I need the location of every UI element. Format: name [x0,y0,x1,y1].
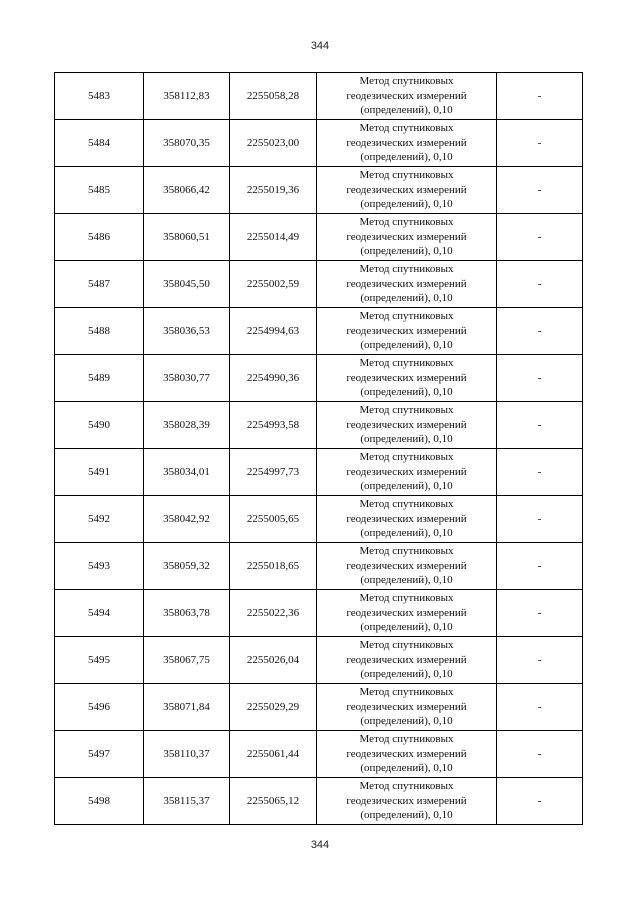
y-coordinate-cell: 2255058,28 [230,73,317,120]
method-cell [317,402,497,449]
method-cell [317,778,497,825]
y-coordinate-cell: 2255005,65 [230,496,317,543]
method-line: Метод спутниковых [359,310,454,323]
y-coordinate-cell: 2254993,58 [230,402,317,449]
method-line: Метод спутниковых [359,216,454,229]
point-number-cell: 5490 [55,402,144,449]
method-line: (определений), 0,10 [360,621,453,634]
table-row [55,496,583,543]
table-row [55,167,583,214]
x-coordinate-cell: 358034,01 [144,449,230,496]
method-line: Метод спутниковых [359,404,454,417]
table-row [55,684,583,731]
y-coordinate-cell: 2255022,36 [230,590,317,637]
note-cell: - [497,449,583,496]
method-cell [317,449,497,496]
y-coordinate-cell: 2255026,04 [230,637,317,684]
method-line: геодезических измерений [346,747,467,760]
method-line: (определений), 0,10 [360,574,453,587]
point-number-cell: 5496 [55,684,144,731]
method-line: (определений), 0,10 [360,668,453,681]
method-line: геодезических измерений [346,700,467,713]
method-line: Метод спутниковых [359,686,454,699]
method-line: геодезических измерений [346,324,467,337]
table-row [55,214,583,261]
method-line: Метод спутниковых [359,451,454,464]
point-number-cell: 5484 [55,120,144,167]
x-coordinate-cell: 358070,35 [144,120,230,167]
page-number-top: 344 [310,40,330,52]
method-line: (определений), 0,10 [360,809,453,822]
method-line: Метод спутниковых [359,592,454,605]
x-coordinate-cell: 358112,83 [144,73,230,120]
table-row [55,778,583,825]
table-row [55,355,583,402]
point-number-cell: 5491 [55,449,144,496]
method-line: (определений), 0,10 [360,292,453,305]
point-number-cell: 5488 [55,308,144,355]
method-line: Метод спутниковых [359,169,454,182]
method-line: Метод спутниковых [359,639,454,652]
table-row [55,590,583,637]
method-cell [317,261,497,308]
method-cell [317,73,497,120]
method-line: Метод спутниковых [359,263,454,276]
table-row [55,308,583,355]
note-cell: - [497,543,583,590]
y-coordinate-cell: 2255023,00 [230,120,317,167]
method-line: Метод спутниковых [359,357,454,370]
point-number-cell: 5486 [55,214,144,261]
y-coordinate-cell: 2255061,44 [230,731,317,778]
point-number-cell: 5495 [55,637,144,684]
method-line: (определений), 0,10 [360,433,453,446]
method-line: геодезических измерений [346,794,467,807]
table-row [55,449,583,496]
point-number-cell: 5487 [55,261,144,308]
method-line: геодезических измерений [346,559,467,572]
point-number-cell: 5489 [55,355,144,402]
method-line: Метод спутниковых [359,780,454,793]
x-coordinate-cell: 358115,37 [144,778,230,825]
x-coordinate-cell: 358045,50 [144,261,230,308]
note-cell: - [497,214,583,261]
x-coordinate-cell: 358060,51 [144,214,230,261]
method-cell [317,496,497,543]
note-cell: - [497,637,583,684]
page-number-bottom: 344 [310,839,330,851]
coordinates-table-body [55,73,583,825]
table-row [55,731,583,778]
method-line: геодезических измерений [346,136,467,149]
method-cell [317,214,497,261]
method-line: геодезических измерений [346,512,467,525]
x-coordinate-cell: 358030,77 [144,355,230,402]
table-row [55,120,583,167]
y-coordinate-cell: 2254997,73 [230,449,317,496]
y-coordinate-cell: 2254990,36 [230,355,317,402]
method-line: геодезических измерений [346,418,467,431]
y-coordinate-cell: 2255029,29 [230,684,317,731]
x-coordinate-cell: 358059,32 [144,543,230,590]
method-cell [317,543,497,590]
point-number-cell: 5492 [55,496,144,543]
table-row [55,402,583,449]
method-cell [317,731,497,778]
table-row [55,73,583,120]
note-cell: - [497,590,583,637]
method-line: геодезических измерений [346,230,467,243]
note-cell: - [497,167,583,214]
x-coordinate-cell: 358071,84 [144,684,230,731]
point-number-cell: 5493 [55,543,144,590]
note-cell: - [497,731,583,778]
note-cell: - [497,778,583,825]
x-coordinate-cell: 358067,75 [144,637,230,684]
method-cell [317,120,497,167]
method-line: (определений), 0,10 [360,480,453,493]
note-cell: - [497,496,583,543]
note-cell: - [497,308,583,355]
method-line: (определений), 0,10 [360,386,453,399]
method-line: (определений), 0,10 [360,245,453,258]
point-number-cell: 5485 [55,167,144,214]
y-coordinate-cell: 2254994,63 [230,308,317,355]
method-cell [317,637,497,684]
method-line: Метод спутниковых [359,733,454,746]
method-cell [317,355,497,402]
method-line: (определений), 0,10 [360,104,453,117]
x-coordinate-cell: 358042,92 [144,496,230,543]
note-cell: - [497,261,583,308]
method-line: геодезических измерений [346,653,467,666]
x-coordinate-cell: 358110,37 [144,731,230,778]
table-row [55,543,583,590]
method-line: геодезических измерений [346,89,467,102]
x-coordinate-cell: 358066,42 [144,167,230,214]
note-cell: - [497,120,583,167]
coordinates-table [54,72,583,825]
point-number-cell: 5494 [55,590,144,637]
x-coordinate-cell: 358028,39 [144,402,230,449]
method-line: Метод спутниковых [359,498,454,511]
method-line: Метод спутниковых [359,545,454,558]
point-number-cell: 5483 [55,73,144,120]
method-line: (определений), 0,10 [360,151,453,164]
method-line: геодезических измерений [346,465,467,478]
x-coordinate-cell: 358036,53 [144,308,230,355]
method-line: геодезических измерений [346,277,467,290]
method-line: (определений), 0,10 [360,527,453,540]
method-line: (определений), 0,10 [360,715,453,728]
method-line: (определений), 0,10 [360,198,453,211]
point-number-cell: 5498 [55,778,144,825]
method-line: геодезических измерений [346,183,467,196]
method-line: (определений), 0,10 [360,339,453,352]
method-cell [317,590,497,637]
method-cell [317,684,497,731]
table-row [55,261,583,308]
table-row [55,637,583,684]
y-coordinate-cell: 2255018,65 [230,543,317,590]
y-coordinate-cell: 2255019,36 [230,167,317,214]
y-coordinate-cell: 2255014,49 [230,214,317,261]
y-coordinate-cell: 2255065,12 [230,778,317,825]
method-cell [317,308,497,355]
note-cell: - [497,402,583,449]
method-line: (определений), 0,10 [360,762,453,775]
note-cell: - [497,73,583,120]
y-coordinate-cell: 2255002,59 [230,261,317,308]
note-cell: - [497,355,583,402]
method-cell [317,167,497,214]
note-cell: - [497,684,583,731]
method-line: Метод спутниковых [359,122,454,135]
point-number-cell: 5497 [55,731,144,778]
x-coordinate-cell: 358063,78 [144,590,230,637]
method-line: Метод спутниковых [359,75,454,88]
method-line: геодезических измерений [346,606,467,619]
method-line: геодезических измерений [346,371,467,384]
